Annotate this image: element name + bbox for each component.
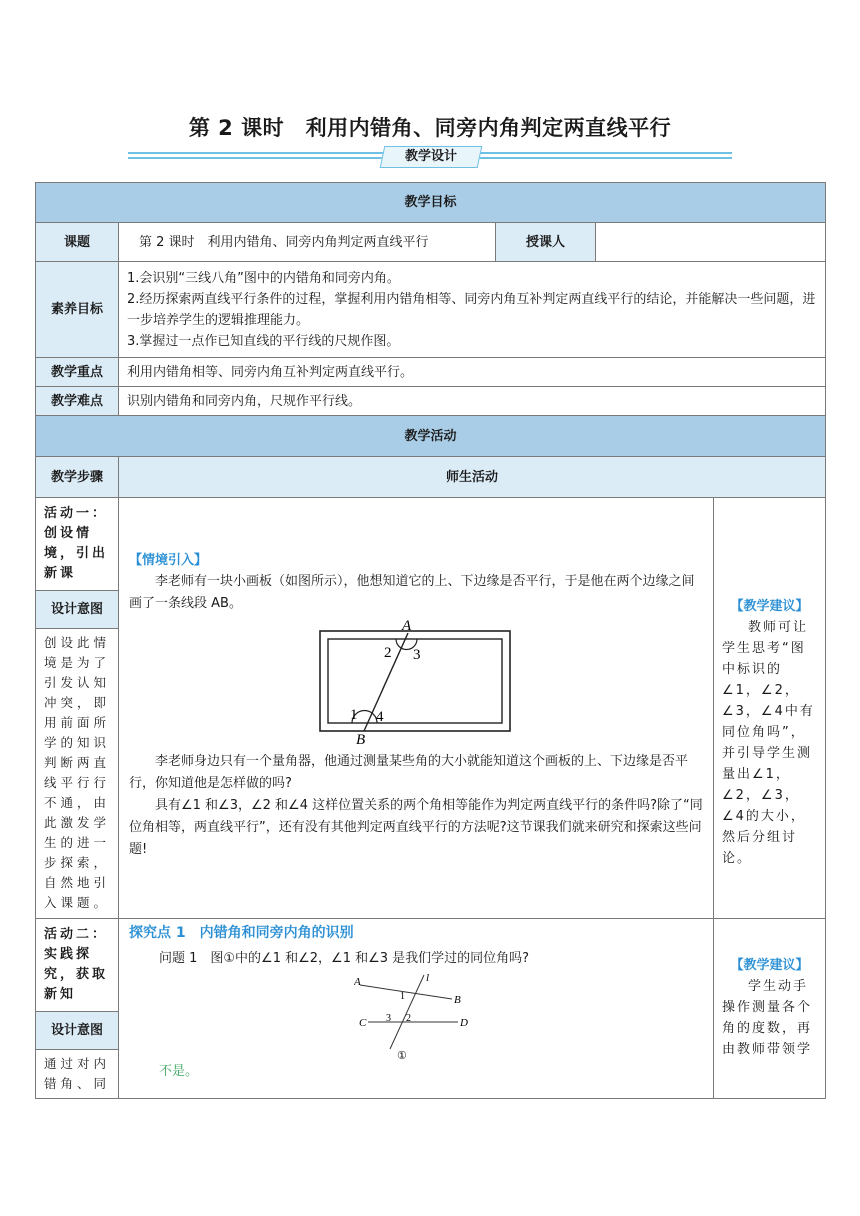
activity2-content bbox=[119, 919, 714, 1099]
activity1-suggestion-text: 教师可让学生思考“图中标识的∠1，∠2，∠3，∠4中有同位角吗”，并引导学生测量出∠1，∠2，∠3，∠4的大小，然后分组讨论。 bbox=[722, 620, 815, 866]
activity1-content bbox=[119, 498, 714, 919]
difficulty-label: 教学难点 bbox=[36, 387, 119, 416]
point-b-label: B bbox=[454, 994, 461, 1006]
lesson-value: 第 2 课时 利用内错角、同旁内角判定两直线平行 bbox=[119, 223, 496, 262]
difficulty-value: 识别内错角和同旁内角，尺规作平行线。 bbox=[119, 387, 826, 416]
activity1-design-label: 设计意图 bbox=[36, 590, 118, 629]
activity2-suggestion-text: 学生动手操作测量各个角的度数，再由教师带领学 bbox=[722, 979, 813, 1057]
activity1-suggestion bbox=[714, 498, 826, 919]
literacy-label: 素养目标 bbox=[36, 262, 119, 358]
literacy-item: 2.经历探索两直线平行条件的过程，掌握利用内错角相等、同旁内角互补判定两直线平行的结论，并能解决一些问题，进一步培养学生的逻辑推理能力。 bbox=[127, 291, 816, 328]
angle-1-label: 1 bbox=[400, 991, 405, 1002]
activity2-answer: 不是。 bbox=[159, 1064, 199, 1079]
angle-2-label: 2 bbox=[384, 645, 392, 661]
lesson-label: 课题 bbox=[36, 223, 119, 262]
point-d-label: D bbox=[460, 1017, 468, 1029]
literacy-item: 3.掌握过一点作已知直线的平行线的尺规作图。 bbox=[127, 333, 400, 349]
activity1-design-text: 创设此情境是为了引发认知冲突，即用前面所学的知识判断两直线平行行不通，由此激发学生的进一步探索，自然地引入课题。 bbox=[44, 635, 111, 910]
point-a-label: A bbox=[402, 619, 412, 634]
teacher-label: 授课人 bbox=[496, 223, 596, 262]
angle-1-label: 1 bbox=[350, 707, 358, 723]
angle-3-label: 3 bbox=[386, 1013, 391, 1024]
figure-caption: ① bbox=[397, 1050, 407, 1061]
activity2-suggestion-heading: 【教学建议】 bbox=[730, 958, 809, 973]
activity1-title: 活动一：创设情境，引出新课 bbox=[44, 506, 109, 581]
three-lines-figure bbox=[354, 971, 474, 1061]
activity1-paragraph: 李老师身边只有一个量角器，他通过测量某些角的大小就能知道这个画板的上、下边缘是否平行，你知道他是怎样做的吗? bbox=[129, 754, 689, 791]
lesson-plan-table bbox=[35, 182, 826, 1099]
activity2-title: 活动二：实践探究，获取新知 bbox=[44, 927, 109, 1002]
banner bbox=[128, 146, 732, 166]
line-l bbox=[390, 975, 424, 1049]
steps-value: 师生活动 bbox=[119, 457, 826, 498]
angle-3-label: 3 bbox=[413, 647, 421, 663]
activity1-suggestion-heading: 【教学建议】 bbox=[730, 599, 809, 614]
point-b-label: B bbox=[356, 732, 366, 745]
activity1-heading: 【情境引入】 bbox=[129, 553, 208, 568]
activity2-design-label: 设计意图 bbox=[36, 1011, 118, 1050]
section-goals-header: 教学目标 bbox=[36, 183, 826, 223]
page-title: 第 2 课时 利用内错角、同旁内角判定两直线平行 bbox=[188, 116, 672, 140]
activity2-heading: 探究点 1 内错角和同旁内角的识别 bbox=[129, 925, 354, 941]
activity1-paragraph: 李老师有一块小画板（如图所示），他想知道它的上、下边缘是否平行，于是他在两个边缘之间画了一条线段 AB。 bbox=[129, 574, 695, 611]
banner-label: 教学设计 bbox=[380, 146, 483, 168]
point-a-label: A bbox=[354, 976, 361, 988]
activity1-left bbox=[36, 498, 119, 919]
section-activities-header: 教学活动 bbox=[36, 416, 826, 457]
line-ab bbox=[360, 985, 452, 999]
activity2-design-text: 通过对内错角、同 bbox=[44, 1056, 111, 1091]
point-c-label: C bbox=[359, 1017, 367, 1029]
literacy-item: 1.会识别“三线八角”图中的内错角和同旁内角。 bbox=[127, 270, 400, 286]
angle-2-label: 2 bbox=[406, 1013, 411, 1024]
line-l-label: l bbox=[426, 972, 430, 984]
key-point-label: 教学重点 bbox=[36, 358, 119, 387]
activity2-left bbox=[36, 919, 119, 1099]
activity2-suggestion bbox=[714, 919, 826, 1099]
teacher-value bbox=[596, 223, 826, 262]
key-point-value: 利用内错角相等、同旁内角互补判定两直线平行。 bbox=[119, 358, 826, 387]
literacy-goals bbox=[119, 262, 826, 358]
drawing-board-figure bbox=[316, 619, 516, 745]
activity1-paragraph: 具有∠1 和∠3，∠2 和∠4 这样位置关系的两个角相等能作为判定两直线平行的条件吗?除了“同位角相等，两直线平行”，还有没有其他判定两直线平行的方法呢?这节课我们就来研究和探索这些问题! bbox=[129, 798, 703, 857]
activity2-question: 问题 1 图①中的∠1 和∠2，∠1 和∠3 是我们学过的同位角吗? bbox=[159, 951, 530, 966]
angle-4-label: 4 bbox=[376, 709, 384, 725]
steps-label: 教学步骤 bbox=[36, 457, 119, 498]
